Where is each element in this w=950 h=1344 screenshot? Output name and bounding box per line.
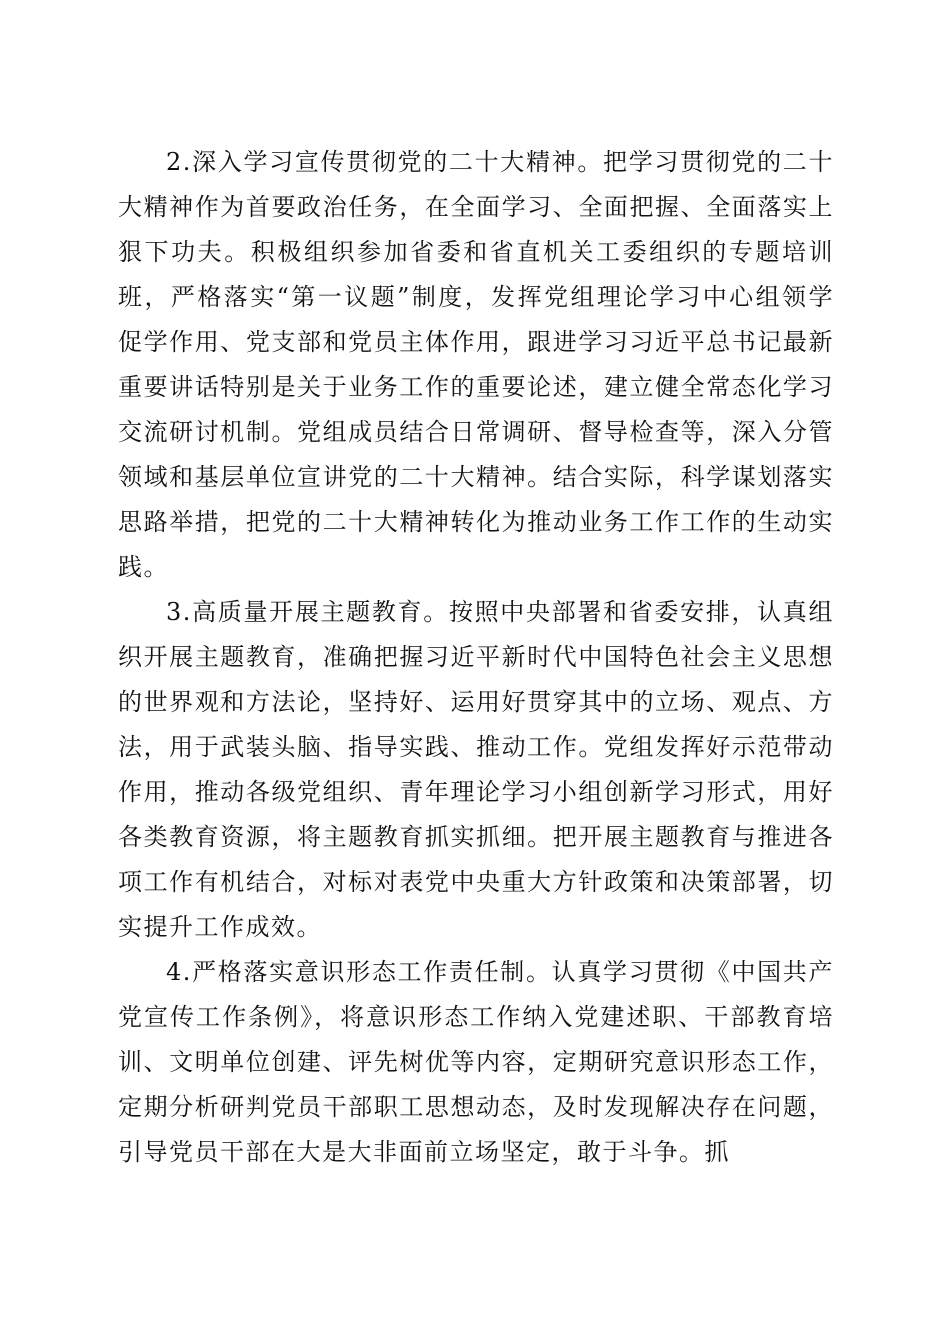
paragraph-ideology-responsibility: 4.严格落实意识形态工作责任制。认真学习贯彻《中国共产党宣传工作条例》，将意识形态工作纳入党建述职、干部教育培训、文明单位创建、评先树优等内容，定期研究意识形态工作，定期分析研判党员干部职工思想动态，及时发现解决存在问题，引导党员干部在大是大非面前立场坚定，敢于斗争。抓 (118, 958, 834, 1166)
paragraph-ideology-study: 2.深入学习宣传贯彻党的二十大精神。把学习贯彻党的二十大精神作为首要政治任务，在全面学习、全面把握、全面落实上狠下功夫。积极组织参加省委和省直机关工委组织的专题培训班，严格落实“第一议题”制度，发挥党组理论学习中心组领学促学作用、党支部和党员主体作用，跟进学习习近平总书记最新重要讲话特别是关于业务工作的重要论述，建立健全常态化学习交流研讨机制。党组成员结合日常调研、督导检查等，深入分管领域和基层单位宣讲党的二十大精神。结合实际，科学谋划落实思路举措，把党的二十大精神转化为推动业务工作工作的生动实践。 (118, 148, 834, 581)
paragraph-theme-education: 3.高质量开展主题教育。按照中央部署和省委安排，认真组织开展主题教育，准确把握习近平新时代中国特色社会主义思想的世界观和方法论，坚持好、运用好贯穿其中的立场、观点、方法，用于武装头脑、指导实践、推动工作。党组发挥好示范带动作用，推动各级党组织、青年理论学习小组创新学习形式，用好各类教育资源，将主题教育抓实抓细。把开展主题教育与推进各项工作有机结合，对标对表党中央重大方针政策和决策部署，切实提升工作成效。 (118, 598, 834, 941)
document-body (118, 140, 834, 1175)
